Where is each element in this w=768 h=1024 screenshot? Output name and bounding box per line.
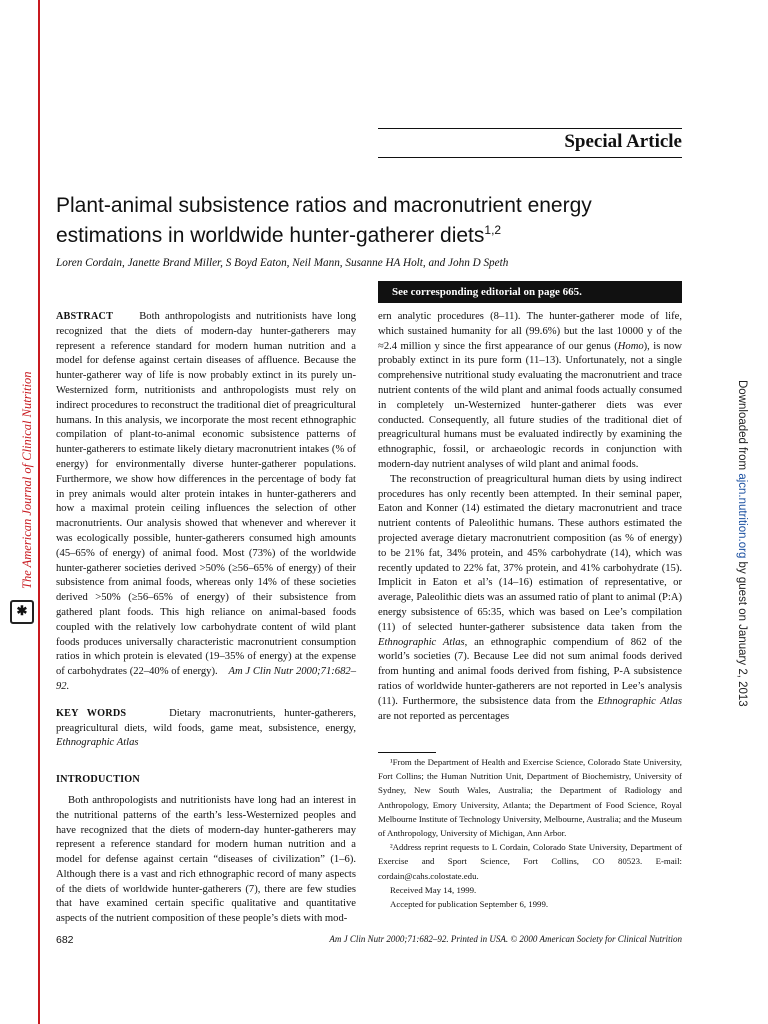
col2-p2-italic-2: Ethnographic Atlas — [597, 695, 683, 707]
editorial-note: See corresponding editorial on page 665. — [378, 281, 682, 303]
col2-p1-text-b: ), is now probably extinct in its pure form (11–13). Unfortunately, not a single comprehensive nutritional study evaluating the macronutrient and trace nutrient contents of the wild plant and animal foods actually consumed in completely un-Westernized hunter-gatherer diets was ever conducted. Consequently, all future studies of the traditional diet of preagricultural humans must be evaluated indirectly by examining the ethnographic, fossil, or archaeologic records in conjunction with modern-day nutrient analyses of wild plant and animal foods. — [378, 340, 682, 470]
download-link[interactable]: ajcn.nutrition.org — [736, 473, 748, 559]
download-suffix: by guest on January 2, 2013 — [736, 558, 748, 707]
download-prefix: Downloaded from — [736, 380, 748, 474]
keywords-text: Dietary macronutrients, hunter-gatherers, preagricultural diets, wild foods, game meat, subsistence, energy, — [56, 707, 356, 734]
abstract-label: ABSTRACT — [56, 311, 114, 322]
col2-p2-text-c: are not reported as percentages — [378, 710, 510, 722]
col2-p1-italic: Homo — [617, 340, 644, 352]
keywords-label: KEY WORDS — [56, 707, 127, 719]
abstract — [56, 310, 356, 695]
section-rule-bottom — [378, 157, 682, 158]
accepted-date: Accepted for publication September 6, 1999. — [390, 899, 549, 910]
col2-p1-text-a: ern analytic procedures (8–11). The hunter-gatherer mode of life, which sustained humanity for all (99.6%) but the last 10000 y of the ≈2.4 million y since the first appearance of our genus ( — [378, 311, 682, 352]
section-label: Special Article — [564, 131, 682, 152]
received-date: Received May 14, 1999. — [390, 884, 477, 895]
journal-logo-icon: ✱ — [10, 600, 34, 624]
keywords-italic: Ethnographic Atlas — [56, 737, 139, 749]
footer-citation: Am J Clin Nutr 2000;71:682–92. Printed in USA. © 2000 American Society for Clinical Nutrition — [329, 934, 682, 944]
title-text: Plant-animal subsistence ratios and macronutrient energy estimations in worldwide hunter-gatherer diets — [56, 194, 592, 247]
footnote-rule — [378, 752, 436, 753]
abstract-text: Both anthropologists and nutritionists have long recognized that the diets of modern-day hunter-gatherers may represent a reference standard for modern human nutrition and a model for defense against certain diseases of affluence. Because the hunter-gatherer way of life is now probably extinct in its purely un-Westernized form, nutritionists and anthropologists must rely on indirect procedures to reconstruct the traditional diet of preagricultural humans. In this analysis, we incorporate the most recent ethnographic compilation of plant-to-animal economic subsistence patterns of hunter-gatherers to estimate likely dietary macronutrient intakes (% of energy) for environmentally diverse hunter-gatherer populations. Furthermore, we show how differences in the percentage of body fat in prey animals would alter protein intakes in hunter-gatherers and how a maximal protein ceiling influences the selection of other macronutrients. Our analysis showed that whenever and wherever it was ecologically possible, hunter-gatherers consumed high amounts (45–65% of energy) of animal food. Most (73%) of the worldwide hunter-gatherer societies derived >50% (≥56–65% of energy) of their subsistence from animal foods, whereas only 14% of these societies derived >50% (≥56–65% of energy) of their subsistence from gathered plant foods. This high reliance on animal-based foods coupled with the relatively low carbohydrate content of wild plant foods produces universally characteristic macronutrient consumption ratios in which protein is elevated (19–35% of energy) at the expense of carbohydrates (22–40% of energy). — [56, 311, 356, 678]
col2-p2-text-a: The reconstruction of preagricultural human diets by using indirect procedures has only recently been attempted. In their seminal paper, Eaton and Konner (14) estimated the dietary macronutrient and trace nutrient contents of Paleolithic humans. These authors estimated the projected average dietary macronutrient composition (as % of energy) to be 21% fat, 34% protein, and 45% carbohydrate (14), which was recently updated to 22% fat, 37% protein, and 41% carbohydrate (15). Implicit in Eaton et al’s (14–16) estimation of representative, or average, Paleolithic diets was an assumed ratio of plant to animal (P:A) energy subsistence of 65:35, which was based on Lee’s compilation (11) of selected hunter-gatherer subsistence data taken from the — [378, 473, 682, 633]
abstract-citation: Am J Clin Nutr 2000;71:682–92. — [56, 666, 356, 692]
page-number: 682 — [56, 934, 74, 946]
left-column — [56, 310, 356, 927]
intro-heading: INTRODUCTION — [56, 774, 140, 786]
col2-paragraph-1 — [378, 310, 682, 473]
download-notice — [734, 380, 750, 707]
footnote-reprints: ²Address reprint requests to L Cordain, Colorado State University, Department of Exercise and Sport Science, Fort Collins, CO 80523. E-mail: cordain@cahs.colostate.edu. — [378, 842, 682, 881]
journal-name-vertical: The American Journal of Clinical Nutrition — [20, 371, 34, 589]
journal-margin-rule — [38, 0, 40, 1024]
intro-paragraph: Both anthropologists and nutritionists have long had an interest in the nutritional patterns of the earth’s less-Westernized peoples and have recognized that the diets of modern-day hunter-gatherers may represent a reference standard for modern human nutrition and a model for defense against certain “diseases of civilization” (1–6). Although there is a vast and rich ethnographic record of many aspects of the diets of worldwide hunter-gatherers (7), there are few studies that have examined certain specific qualitative and quantitative aspects of the nutrient composition of these people’s diets with mod- — [56, 794, 356, 925]
right-column — [378, 310, 682, 724]
title-footnote-marks: 1,2 — [484, 223, 502, 237]
keywords — [56, 707, 356, 751]
col2-p2-text-b: , an ethnographic compendium of 862 of the world’s societies (7). Because Lee did not sum animal foods derived from hunting and animal foods derived from fishing, P-A subsistence ratios of worldwide hunter-gatherers are not reported in Lee’s analysis (11). Furthermore, the subsistence data from the — [378, 636, 682, 707]
col2-paragraph-2 — [378, 473, 682, 725]
footnotes — [378, 755, 682, 911]
col2-p2-italic-1: Ethnographic Atlas — [378, 636, 465, 648]
footnote-affiliations: ¹From the Department of Health and Exercise Science, Colorado State University, Fort Collins; the Human Nutrition Unit, Department of Biochemistry, University of Sydney, New South Wales, Australia; the Department of Radiology and Anthropology, Emory University, Atlanta; the Department of Food Science, Royal Melbourne Institute of Technology University, Melbourne, Australia; and the Museum of Anthropology, University of Michigan, Ann Arbor. — [378, 757, 682, 839]
author-list: Loren Cordain, Janette Brand Miller, S Boyd Eaton, Neil Mann, Susanne HA Holt, and John D Speth — [56, 257, 509, 269]
article-title — [56, 193, 666, 248]
